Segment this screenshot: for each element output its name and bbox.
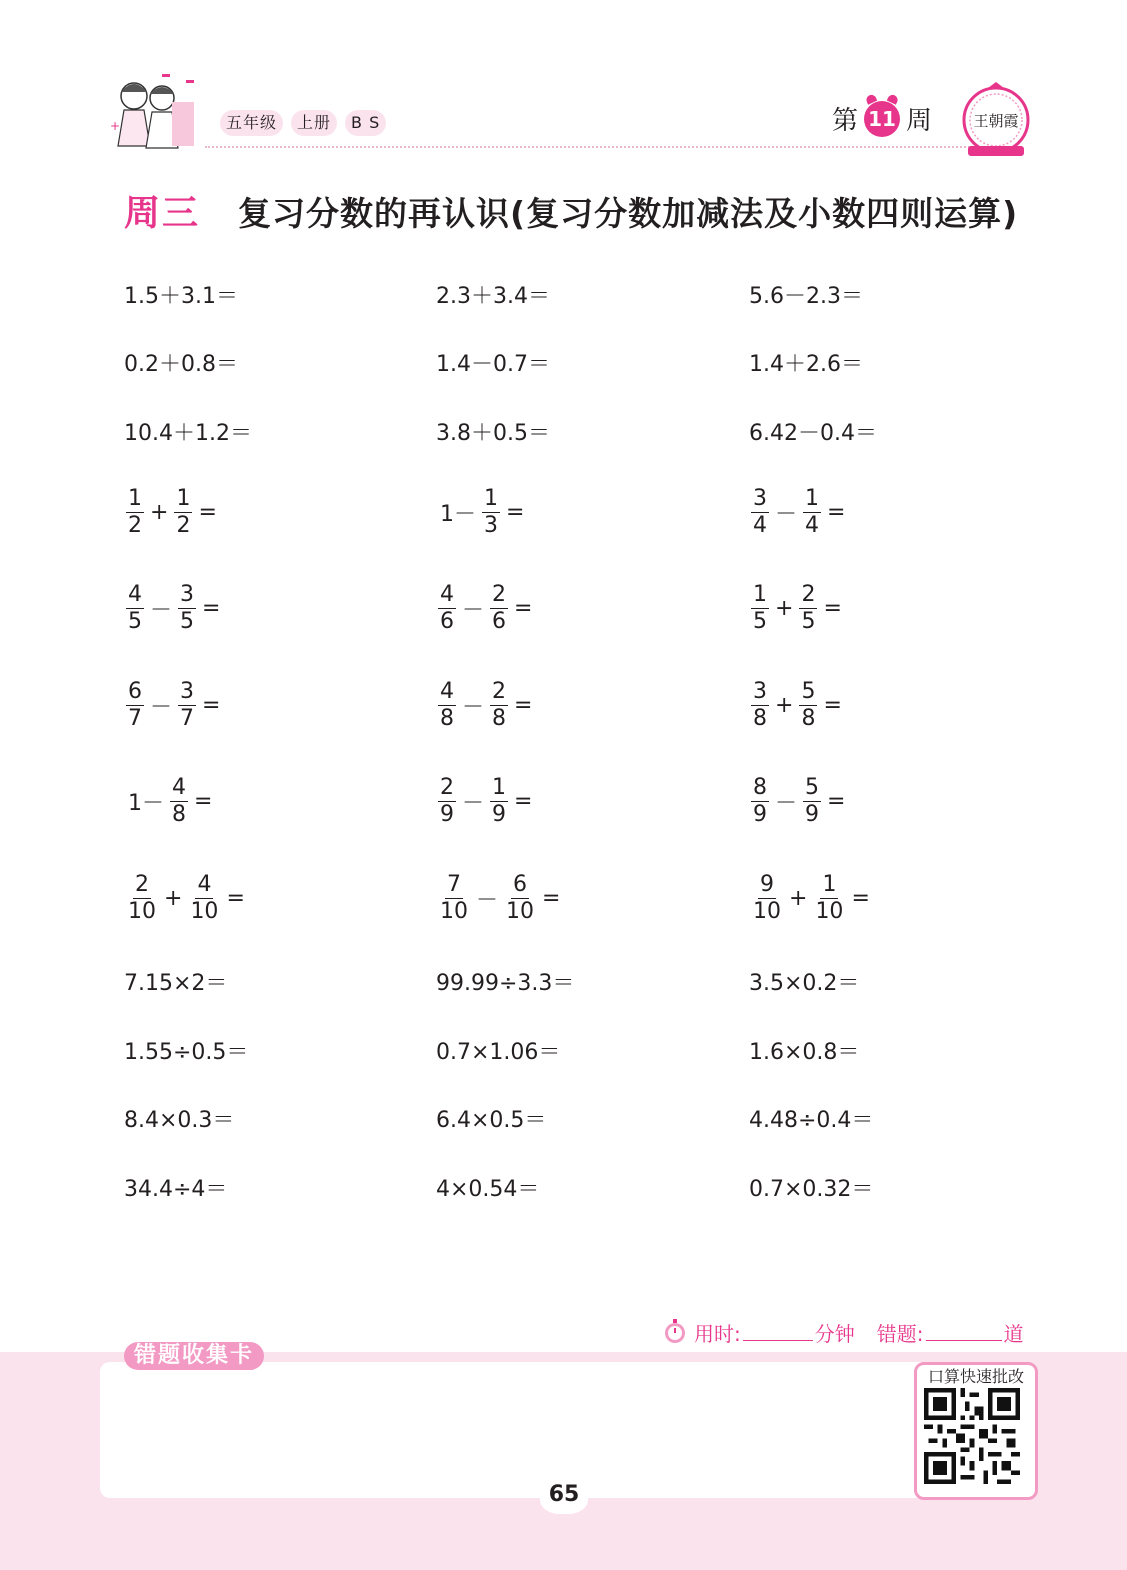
week-prefix: 第: [832, 106, 859, 136]
problem-text: 1.6×0.8＝: [749, 1039, 860, 1065]
numerator: 2: [801, 581, 816, 607]
time-blank[interactable]: [743, 1322, 813, 1341]
fraction: [126, 679, 144, 732]
numerator: 5: [805, 774, 820, 800]
problem-item: [124, 955, 227, 1007]
problem-text: 1.4－0.7＝: [436, 351, 550, 377]
fraction: [126, 582, 144, 635]
fraction: [188, 872, 220, 925]
problem-text: =: [823, 692, 842, 718]
problem-item: [436, 336, 550, 388]
problem-text: 8.4×0.3＝: [124, 1107, 235, 1133]
time-unit: 分钟: [814, 1322, 855, 1346]
problem-item: [436, 775, 536, 827]
problem-text: 4.48÷0.4＝: [749, 1107, 874, 1133]
problem-item: [124, 336, 238, 388]
problem-text: 10.4＋1.2＝: [124, 420, 252, 446]
page-number: 65: [548, 1482, 580, 1507]
mistake-card-label: 错题收集卡: [124, 1342, 264, 1370]
problem-text: =: [202, 692, 221, 718]
problem-text: =: [514, 692, 533, 718]
problem-item: [124, 1161, 227, 1213]
problem-item: [749, 1024, 859, 1076]
problem-item: [436, 955, 574, 1007]
grade-tag: 五年级: [220, 110, 283, 136]
problem-text: －: [775, 790, 798, 816]
denominator: 10: [190, 898, 219, 924]
denominator: 9: [440, 801, 454, 827]
week-suffix: 周: [906, 106, 933, 136]
problem-text: =: [823, 595, 842, 621]
svg-text:王朝霞: 王朝霞: [973, 112, 1019, 130]
problem-item: [749, 679, 846, 731]
fraction: [751, 486, 769, 539]
fraction: [126, 872, 158, 925]
grade-tags: [220, 110, 386, 136]
problem-text: 1.4＋2.6＝: [749, 351, 863, 377]
brand-seal-logo: [960, 80, 1032, 160]
numerator: 3: [180, 678, 195, 704]
fraction: [504, 872, 536, 925]
problem-text: 34.4÷4＝: [124, 1176, 228, 1202]
stopwatch-icon: [662, 1318, 688, 1344]
problem-item: [749, 1161, 873, 1213]
problem-text: 1－: [440, 501, 476, 527]
problem-item: [124, 1024, 248, 1076]
problem-item: [436, 679, 536, 731]
fraction: [438, 775, 456, 828]
problem-text: 1－: [128, 790, 164, 816]
denominator: 8: [440, 705, 454, 731]
problem-item: [124, 486, 221, 538]
edition-tag: B S: [345, 110, 386, 136]
problem-text: +: [164, 885, 183, 911]
fraction: [751, 872, 783, 925]
problem-item: [124, 1092, 234, 1144]
lesson-title: 复习分数的再认识(复习分数加减法及小数四则运算): [238, 194, 1019, 233]
problem-item: [436, 486, 528, 538]
numerator: 1: [484, 485, 498, 511]
problem-text: －: [462, 694, 485, 720]
problem-item: [749, 405, 877, 457]
problem-text: 5.6－2.3＝: [749, 283, 863, 309]
denominator: 9: [492, 801, 507, 827]
numerator: 3: [753, 678, 767, 704]
problem-text: 3.8＋0.5＝: [436, 420, 550, 446]
problem-text: 0.2＋0.8＝: [124, 351, 238, 377]
problem-text: 1.55÷0.5＝: [124, 1039, 249, 1065]
denominator: 3: [484, 512, 498, 538]
problem-text: =: [542, 885, 561, 911]
denominator: 2: [128, 512, 142, 538]
problem-text: =: [514, 595, 533, 621]
problem-item: [124, 582, 224, 634]
numerator: 5: [801, 678, 816, 704]
problem-text: 6.42－0.4＝: [749, 420, 877, 446]
denominator: 10: [128, 898, 156, 924]
fraction: [490, 679, 508, 732]
problem-item: [124, 405, 252, 457]
denominator: 5: [801, 608, 816, 634]
denominator: 6: [492, 608, 507, 634]
denominator: 5: [128, 608, 142, 634]
fraction: [751, 582, 769, 635]
problem-item: [749, 336, 863, 388]
errors-unit: 道: [1003, 1322, 1024, 1346]
problem-item: [124, 872, 249, 924]
problem-text: 2.3＋3.4＝: [436, 283, 550, 309]
denominator: 9: [805, 801, 820, 827]
problem-text: 4×0.54＝: [436, 1176, 540, 1202]
fraction: [803, 486, 821, 539]
problem-item: [749, 775, 849, 827]
fraction: [170, 775, 188, 828]
problem-text: －: [150, 597, 173, 623]
errors-blank[interactable]: [926, 1322, 1002, 1341]
fraction: [803, 775, 821, 828]
denominator: 10: [506, 898, 535, 924]
numerator: 1: [128, 485, 142, 511]
denominator: 5: [180, 608, 195, 634]
problem-text: +: [775, 595, 794, 621]
page-title: [124, 185, 1018, 236]
day-label: 周三: [124, 193, 201, 234]
numerator: 4: [197, 871, 212, 897]
denominator: 8: [492, 705, 507, 731]
fraction: [751, 679, 769, 732]
problem-text: 1.5＋3.1＝: [124, 283, 238, 309]
problem-item: [749, 486, 849, 538]
problem-item: [436, 1161, 539, 1213]
problem-text: －: [150, 694, 173, 720]
problem-item: [124, 775, 216, 827]
numerator: 2: [492, 581, 507, 607]
problem-item: [124, 679, 224, 731]
problem-item: [749, 872, 874, 924]
problem-text: =: [514, 788, 533, 814]
fraction: [799, 679, 817, 732]
fraction: [126, 486, 144, 539]
denominator: 6: [440, 608, 454, 634]
problem-text: 0.7×1.06＝: [436, 1039, 561, 1065]
problem-item: [436, 405, 550, 457]
denominator: 7: [128, 705, 142, 731]
problem-text: 7.15×2＝: [124, 970, 228, 996]
problem-text: =: [827, 499, 846, 525]
numerator: 4: [172, 774, 186, 800]
fraction: [438, 582, 456, 635]
numerator: 4: [440, 581, 454, 607]
numerator: 6: [513, 871, 528, 897]
denominator: 2: [176, 512, 191, 538]
numerator: 6: [128, 678, 142, 704]
fraction: [490, 582, 508, 635]
denominator: 8: [801, 705, 816, 731]
problem-item: [436, 872, 564, 924]
problem-item: [436, 268, 550, 320]
problem-text: －: [775, 501, 798, 527]
numerator: 1: [492, 774, 507, 800]
denominator: 8: [172, 801, 186, 827]
problem-text: 99.99÷3.3＝: [436, 970, 575, 996]
problem-text: =: [202, 595, 221, 621]
problem-text: 3.5×0.2＝: [749, 970, 860, 996]
fraction: [438, 872, 470, 925]
problem-text: －: [462, 597, 485, 623]
numerator: 3: [753, 485, 767, 511]
problem-text: 6.4×0.5＝: [436, 1107, 547, 1133]
fraction: [813, 872, 845, 925]
numerator: 2: [440, 774, 454, 800]
numerator: 3: [180, 581, 195, 607]
fraction: [490, 775, 508, 828]
problem-text: =: [194, 788, 213, 814]
numerator: 2: [492, 678, 507, 704]
problem-item: [749, 268, 863, 320]
denominator: 8: [753, 705, 767, 731]
problem-item: [749, 1092, 873, 1144]
svg-text:+: +: [110, 119, 121, 133]
numerator: 4: [440, 678, 454, 704]
problem-item: [124, 268, 238, 320]
denominator: 9: [753, 801, 767, 827]
qr-caption: 口算快速批改: [928, 1367, 1025, 1386]
problem-text: =: [198, 499, 217, 525]
denominator: 5: [753, 608, 767, 634]
numerator: 1: [753, 581, 767, 607]
fraction: [799, 582, 817, 635]
fraction: [178, 582, 196, 635]
problem-item: [436, 1092, 546, 1144]
problem-text: +: [150, 499, 169, 525]
numerator: 8: [753, 774, 767, 800]
errors-label: 错题:: [876, 1322, 924, 1346]
fraction: [174, 486, 192, 539]
denominator: 10: [440, 898, 468, 924]
denominator: 10: [815, 898, 844, 924]
header-divider: [205, 146, 970, 148]
problem-text: =: [226, 885, 245, 911]
numerator: 9: [760, 871, 774, 897]
problem-text: =: [827, 788, 846, 814]
problem-text: =: [506, 499, 525, 525]
week-number-badge: 11: [864, 101, 900, 137]
problem-text: 0.7×0.32＝: [749, 1176, 874, 1202]
numerator: 1: [822, 871, 837, 897]
fraction: [178, 679, 196, 732]
numerator: 4: [128, 581, 142, 607]
denominator: 4: [753, 512, 767, 538]
week-indicator: [832, 100, 932, 137]
fraction: [482, 486, 500, 539]
numerator: 2: [135, 871, 149, 897]
denominator: 7: [180, 705, 195, 731]
problem-text: +: [789, 885, 808, 911]
denominator: 10: [753, 898, 781, 924]
volume-tag: 上册: [291, 110, 337, 136]
qr-code-icon[interactable]: [924, 1388, 1020, 1484]
numerator: 1: [176, 485, 191, 511]
time-label: 用时:: [694, 1322, 741, 1346]
denominator: 4: [805, 512, 820, 538]
numerator: 7: [447, 871, 461, 897]
fraction: [438, 679, 456, 732]
problem-text: =: [851, 885, 870, 911]
problem-item: [749, 955, 859, 1007]
timing-record: [694, 1318, 1024, 1347]
children-illustration: [106, 70, 210, 156]
problem-text: －: [462, 790, 485, 816]
problem-text: －: [476, 887, 499, 913]
problem-item: [436, 582, 536, 634]
numerator: 1: [805, 485, 820, 511]
fraction: [751, 775, 769, 828]
problem-item: [749, 582, 846, 634]
problem-text: +: [775, 692, 794, 718]
problem-item: [436, 1024, 560, 1076]
